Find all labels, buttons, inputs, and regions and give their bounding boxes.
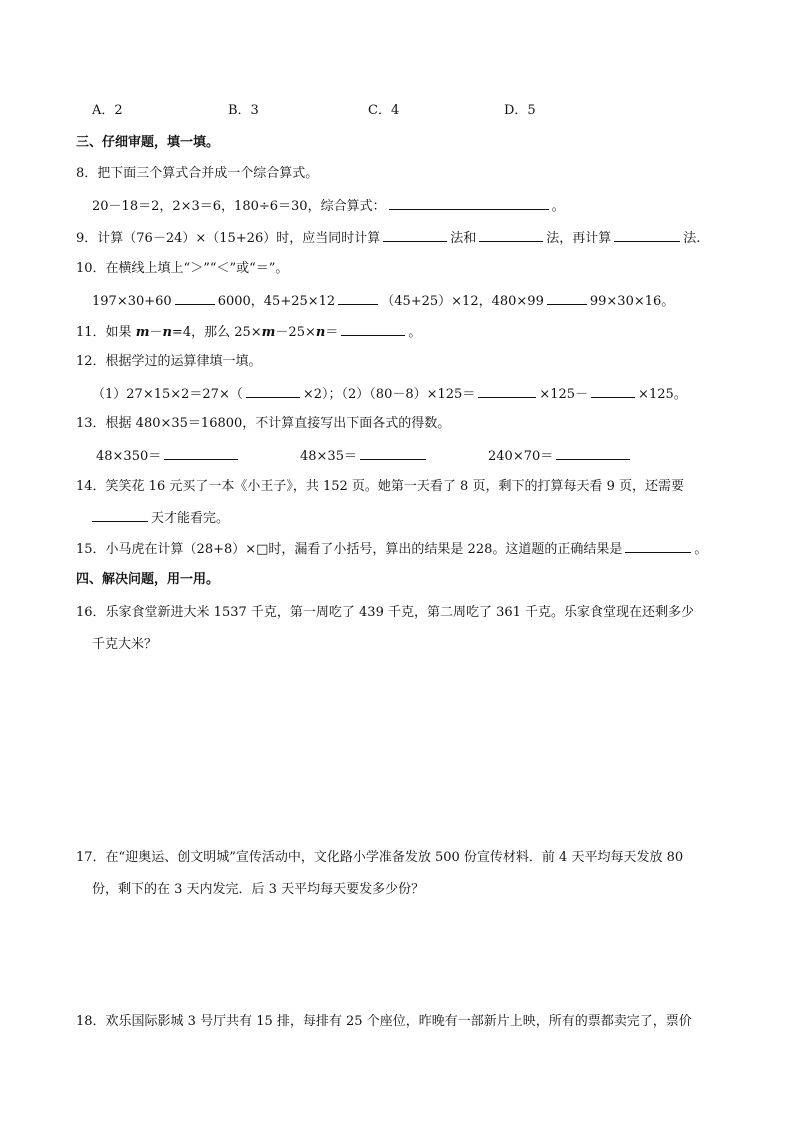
q11-text-a: 11．如果 <box>76 325 132 340</box>
q17-line-2: 份，剩下的在 3 天内发完．后 3 天平均每天要发多少份？ <box>92 882 425 897</box>
q12-blank-1[interactable] <box>246 384 300 398</box>
q15-text: 15．小马虎在计算（28+8）×□时，漏看了小括号，算出的结果是 228。这道题的正确结果是 <box>76 542 623 557</box>
q13-expr-3-text: 240×70＝ <box>488 449 554 464</box>
q11-var-m: m <box>135 325 150 340</box>
q11-var-n: n <box>162 325 172 340</box>
q9-blank-2[interactable] <box>479 228 543 242</box>
q11-end: 。 <box>408 325 422 340</box>
q8-end: 。 <box>551 199 565 214</box>
q11-text-c: －25× <box>275 325 316 340</box>
q18-line-1: 18．欢乐国际影城 3 号厅共有 15 排，每排有 25 个座位，昨晚有一部新片上映，所有的票都卖完了，票价 <box>76 1014 692 1029</box>
q14-line-2 <box>92 508 229 529</box>
q8-answer-blank[interactable] <box>389 196 549 210</box>
option-d: D．5 <box>504 103 536 118</box>
q13-expr-2 <box>300 446 429 467</box>
q12-text-c: ×125－ <box>539 387 589 402</box>
q12-text-d: ×125。 <box>638 387 687 402</box>
q10-text-a: 197×30+60 <box>92 294 172 309</box>
q8-title: 8．把下面三个算式合并成一个综合算式。 <box>76 166 319 181</box>
q9-text-c: 法，再计算 <box>546 231 612 246</box>
q12-title: 12．根据学过的运算律填一填。 <box>76 354 262 369</box>
q12-expressions <box>92 384 687 405</box>
q10-blank-1[interactable] <box>175 291 215 305</box>
q12-text-b: ×2）；（2）（80－8）×125＝ <box>302 387 476 402</box>
option-a: A．2 <box>92 103 123 118</box>
q13-expr-1 <box>96 446 241 467</box>
q9-text-a: 9．计算（76－24）×（15+26）时，应当同时计算 <box>76 231 381 246</box>
q14-answer-blank[interactable] <box>92 508 148 522</box>
section-3-title: 三、仔细审题，填一填。 <box>76 135 220 150</box>
q10-blank-3[interactable] <box>547 291 587 305</box>
q16-line-1: 16．乐家食堂新进大米 1537 千克，第一周吃了 439 千克，第二周吃了 361 千克。乐家食堂现在还剩多少 <box>76 605 695 620</box>
q9-text-d: 法. <box>683 231 701 246</box>
section-4-title: 四、解决问题，用一用。 <box>76 572 220 587</box>
q11-text-d: ＝ <box>325 325 339 340</box>
q12-blank-2[interactable] <box>478 384 536 398</box>
q10-blank-2[interactable] <box>338 291 378 305</box>
q10-text-d: 99×30×16。 <box>589 294 675 309</box>
q8-expr-text: 20－18＝2，2×3＝6，180÷6＝30，综合算式： <box>92 199 386 214</box>
q13-blank-2[interactable] <box>360 446 426 460</box>
q13-expr-3 <box>488 446 633 467</box>
q9-line <box>76 228 700 249</box>
q17-line-1: 17．在“迎奥运、创文明城”宣传活动中，文化路小学准备发放 500 份宣传材料．前 4 天平均每天发放 80 <box>76 850 684 865</box>
q13-title: 13．根据 480×35＝16800，不计算直接写出下面各式的得数。 <box>76 416 451 431</box>
q12-blank-3[interactable] <box>591 384 635 398</box>
q10-text-b: 6000，45+25×12 <box>217 294 336 309</box>
q14-line-1: 14．笑笑花 16 元买了一本《小王子》，共 152 页。她第一天看了 8 页，剩下的打算每天看 9 页，还需要 <box>76 479 684 494</box>
option-b: B．3 <box>228 103 259 118</box>
q13-expr-1-text: 48×350＝ <box>96 449 162 464</box>
q9-text-b: 法和 <box>450 231 477 246</box>
q16-line-2: 千克大米？ <box>92 637 158 652</box>
q9-blank-3[interactable] <box>614 228 680 242</box>
q10-title: 10．在横线上填上“＞”“＜”或“＝”。 <box>76 261 289 276</box>
q14-line-2-text: 天才能看完。 <box>151 511 230 526</box>
q11-answer-blank[interactable] <box>341 322 405 336</box>
q10-comparisons <box>92 291 674 312</box>
q8-expression <box>92 196 565 217</box>
q13-blank-1[interactable] <box>164 446 238 460</box>
option-c: C．4 <box>368 103 400 118</box>
q11-var-n-2: n <box>315 325 326 340</box>
q11-text-b: =4，那么 25× <box>171 325 262 340</box>
q15-end: 。 <box>694 542 708 557</box>
q11-minus: － <box>149 325 163 340</box>
q15-line <box>76 539 707 560</box>
q11-line <box>76 322 421 343</box>
q12-text-a: （1）27×15×2＝27×（ <box>92 387 243 402</box>
q13-blank-3[interactable] <box>556 446 630 460</box>
q10-text-c: （45+25）×12，480×99 <box>381 294 544 309</box>
q13-expr-2-text: 48×35＝ <box>300 449 357 464</box>
q11-var-m-2: m <box>261 325 276 340</box>
q9-blank-1[interactable] <box>383 228 447 242</box>
q15-answer-blank[interactable] <box>625 539 691 553</box>
